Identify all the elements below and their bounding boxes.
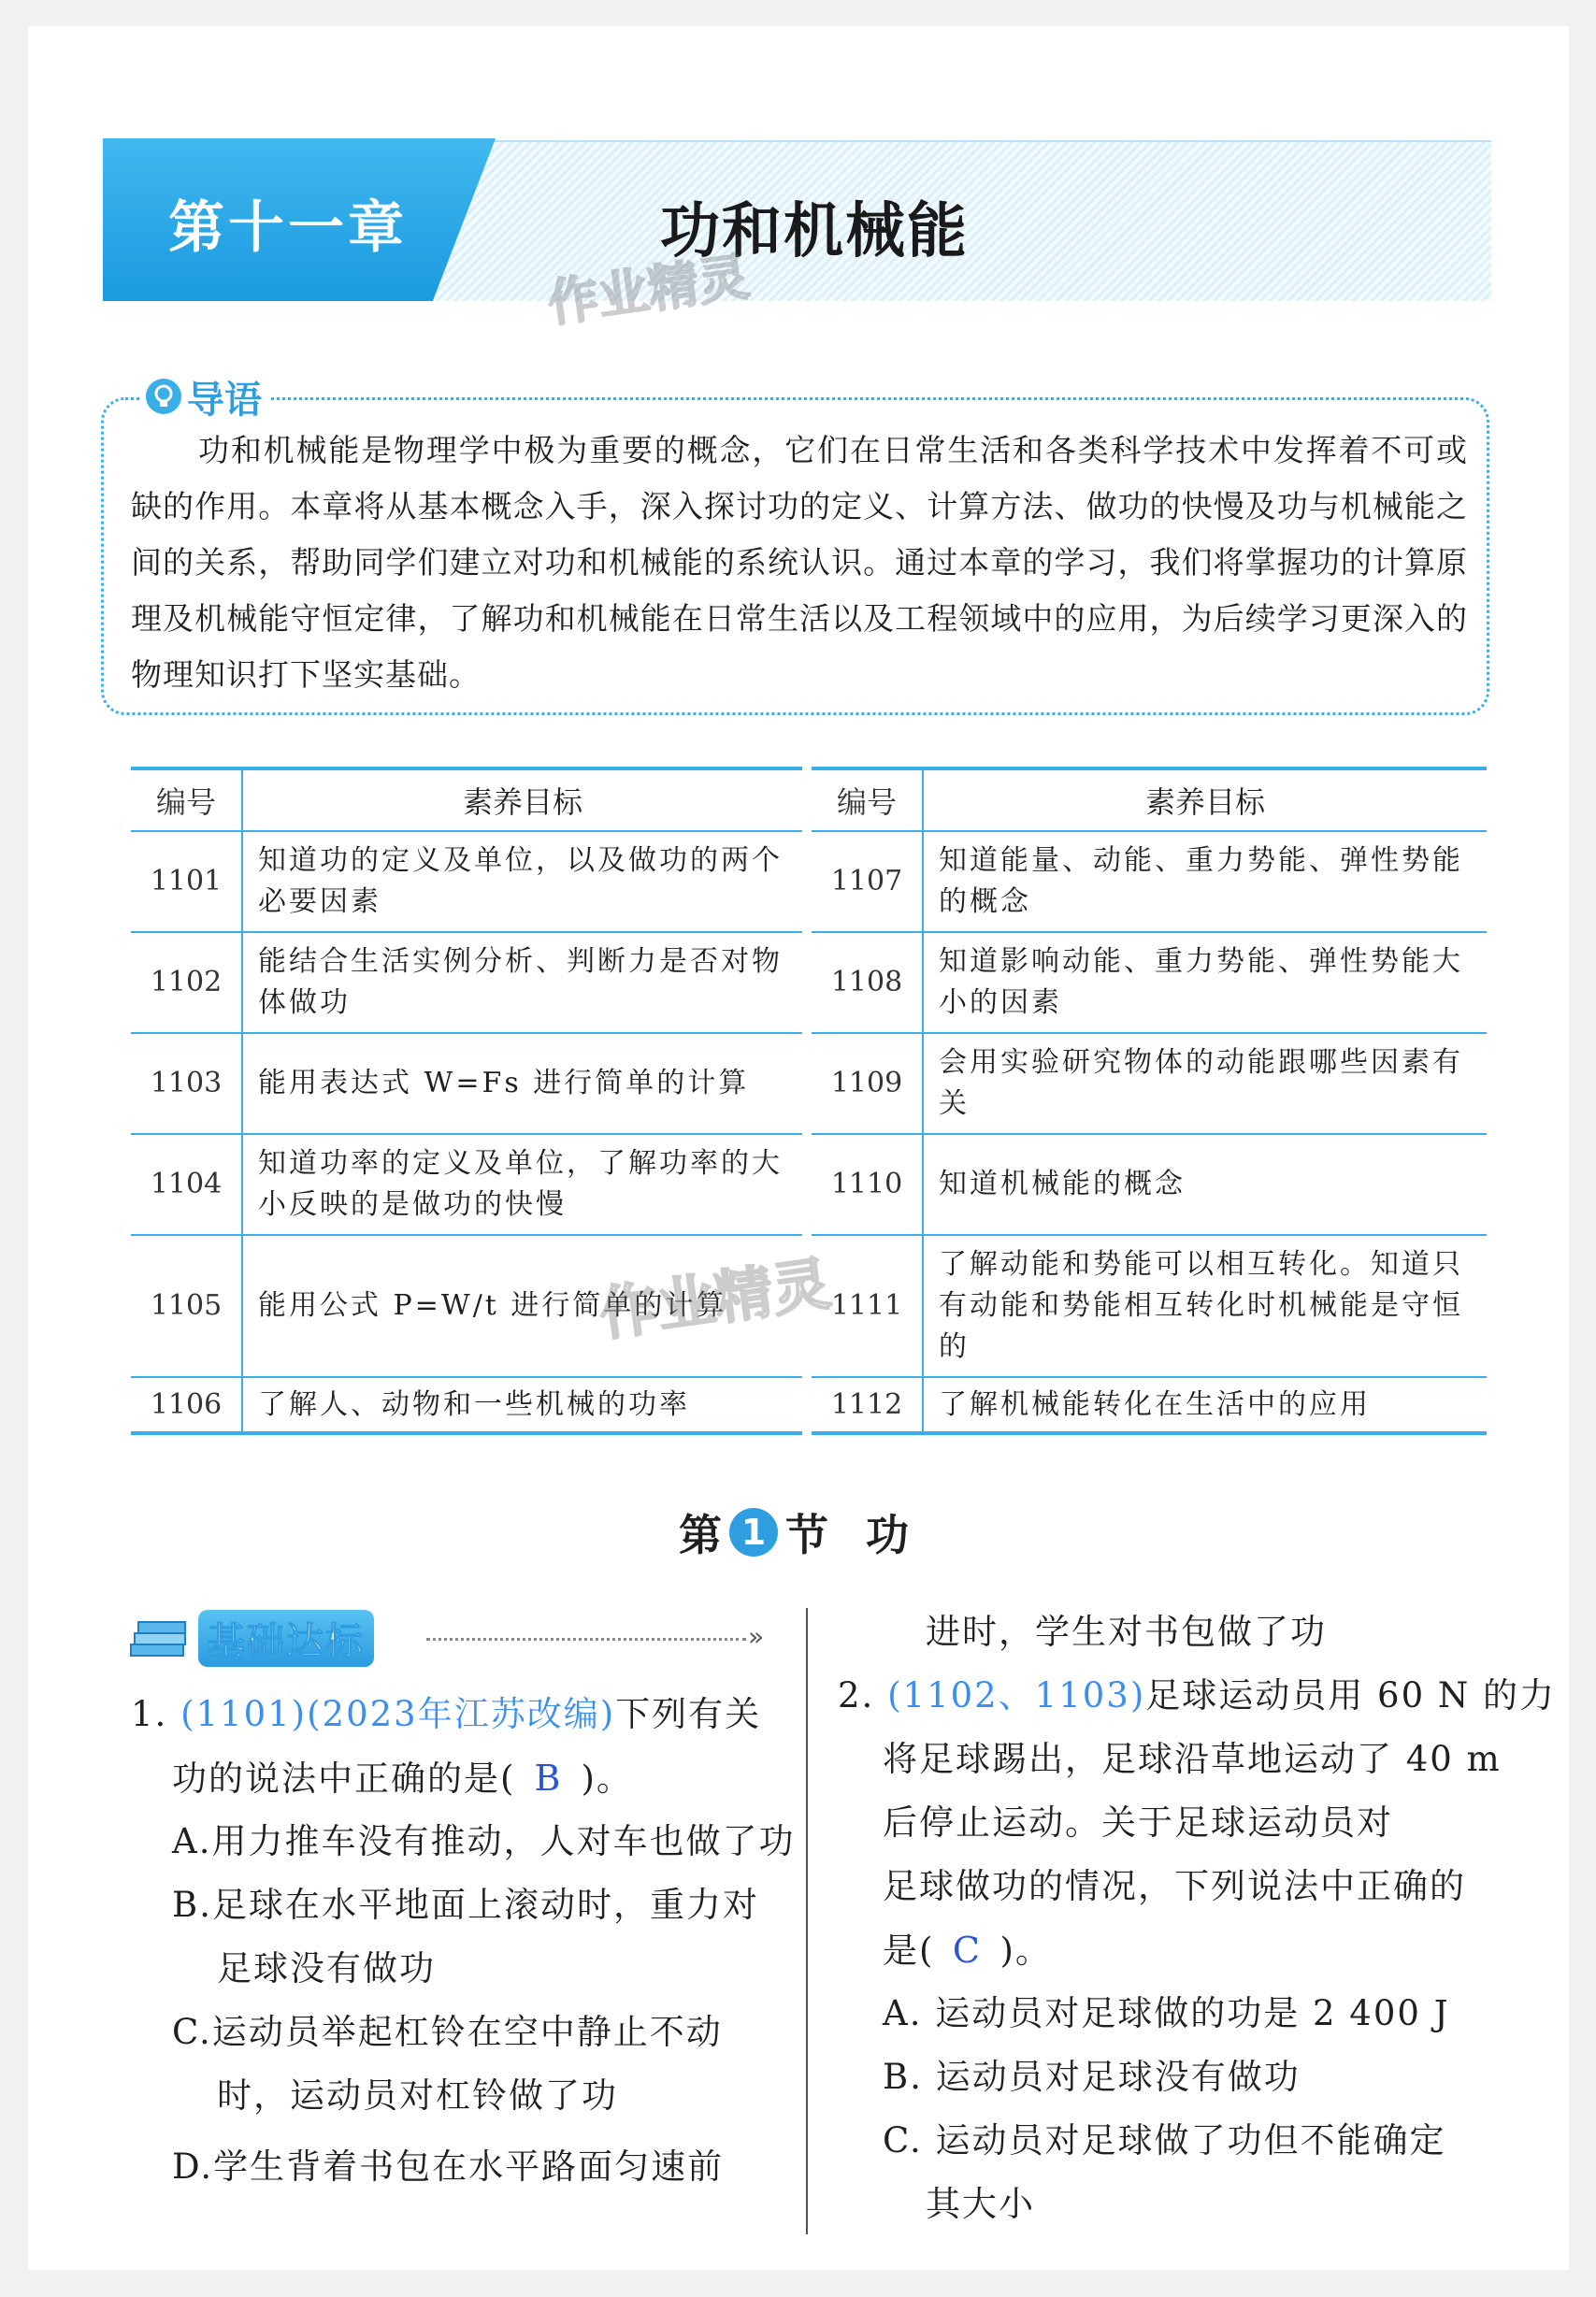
- table-row: [131, 831, 802, 932]
- row-code: 1112: [812, 1377, 923, 1433]
- question-tags: (1101)(2023年江苏改编): [180, 1694, 616, 1734]
- column-divider: [806, 1608, 808, 2234]
- section-prefix: 第: [679, 1510, 722, 1560]
- option-c-cont: 其大小: [926, 2184, 1035, 2224]
- section-title: [679, 1501, 909, 1563]
- header-goal: 素养目标: [923, 768, 1487, 831]
- row-goal: 知道机械能的概念: [923, 1134, 1487, 1235]
- books-icon: [127, 1616, 191, 1661]
- row-code: 1103: [131, 1033, 242, 1134]
- row-goal: 能用表达式 W=Fs 进行简单的计算: [242, 1033, 802, 1134]
- row-code: 1107: [812, 831, 923, 932]
- option-b-cont: 足球没有做功: [217, 1948, 436, 1988]
- watermark: 作业精灵: [544, 247, 753, 334]
- row-goal: 能结合生活实例分析、判断力是否对物体做功: [242, 932, 802, 1033]
- basic-practice-label: 基础达标: [198, 1610, 374, 1667]
- chapter-number: 第十一章: [168, 195, 408, 261]
- table-row: [812, 1377, 1487, 1433]
- intro-heading: [140, 370, 271, 423]
- intro-heading-label: 导语: [187, 378, 262, 422]
- question-stem: )。: [581, 1759, 633, 1799]
- question-stem: 将足球踢出，足球沿草地运动了 40 m: [883, 1739, 1502, 1779]
- table-row: [131, 1134, 802, 1235]
- answer-mark: C: [952, 1930, 982, 1971]
- double-chevron-icon: »: [748, 1621, 765, 1652]
- row-goal: 知道能量、动能、重力势能、弹性势能的概念: [923, 831, 1487, 932]
- section-name: 功: [866, 1510, 909, 1560]
- row-code: 1109: [812, 1033, 923, 1134]
- option-d: D.学生背着书包在水平路面匀速前: [172, 2146, 725, 2187]
- row-code: 1108: [812, 932, 923, 1033]
- row-goal: 知道影响动能、重力势能、弹性势能大小的因素: [923, 932, 1487, 1033]
- question-stem: 功的说法中正确的是(: [172, 1759, 516, 1799]
- header-code: 编号: [131, 768, 242, 831]
- question-tags: (1102、1103): [887, 1675, 1146, 1716]
- row-goal: 了解机械能转化在生活中的应用: [923, 1377, 1487, 1433]
- question-1-line-1: [131, 1683, 761, 1746]
- row-code: 1110: [812, 1134, 923, 1235]
- row-goal: 知道功率的定义及单位，了解功率的大小反映的是做功的快慢: [242, 1134, 802, 1235]
- question-stem: )。: [999, 1931, 1052, 1971]
- row-code: 1106: [131, 1377, 242, 1433]
- table-row: [131, 1377, 802, 1433]
- option-b: B.足球在水平地面上滚动时，重力对: [172, 1885, 759, 1925]
- option-a: A.用力推车没有推动，人对车也做了功: [172, 1821, 796, 1861]
- table-row: [812, 932, 1487, 1033]
- question-number: 2.: [838, 1675, 875, 1716]
- row-code: 1101: [131, 831, 242, 932]
- row-goal: 会用实验研究物体的动能跟哪些因素有关: [923, 1033, 1487, 1134]
- basic-practice-tag: [127, 1610, 374, 1667]
- chapter-title: 功和机械能: [660, 197, 969, 266]
- row-code: 1105: [131, 1235, 242, 1377]
- section-suffix: 节: [785, 1510, 828, 1560]
- header-code: 编号: [812, 768, 923, 831]
- row-goal: 了解动能和势能可以相互转化。知道只有动能和势能相互转化时机械能是守恒的: [923, 1235, 1487, 1377]
- table-row: [131, 1033, 802, 1134]
- row-goal: 知道功的定义及单位，以及做功的两个必要因素: [242, 831, 802, 932]
- question-stem: 足球做功的情况，下列说法中正确的: [883, 1866, 1466, 1906]
- intro-text: 功和机械能是物理学中极为重要的概念，它们在日常生活和各类科学技术中发挥着不可或缺的作用。本章将从基本概念入手，深入探讨功的定义、计算方法、做功的快慢及功与机械能之间的关系，帮助同学们建立对功和机械能的系统认识。通过本章的学习，我们将掌握功的计算原理及机械能守恒定律，了解功和机械能在日常生活以及工程领域中的应用，为后续学习更深入的物理知识打下坚实基础。: [131, 432, 1468, 693]
- row-code: 1104: [131, 1134, 242, 1235]
- question-2-line-5: [883, 1918, 1052, 1983]
- row-code: 1102: [131, 932, 242, 1033]
- question-stem: 足球运动员用 60 N 的力: [1145, 1675, 1557, 1716]
- table-row: [812, 1235, 1487, 1377]
- row-code: 1111: [812, 1235, 923, 1377]
- option-c: C.运动员举起杠铃在空中静止不动: [172, 2012, 723, 2052]
- row-goal: 能用公式 P=W/t 进行简单的计算: [242, 1235, 802, 1377]
- objectives-table-right: [812, 767, 1487, 1435]
- section-number-badge: 1: [729, 1508, 778, 1557]
- row-goal: 了解人、动物和一些机械的功率: [242, 1377, 802, 1433]
- option-c-cont: 时，运动员对杠铃做了功: [217, 2075, 618, 2116]
- table-row: [131, 932, 802, 1033]
- question-stem: 后停止运动。关于足球运动员对: [883, 1802, 1393, 1843]
- option-c: C. 运动员对足球做了功但不能确定: [883, 2120, 1446, 2161]
- question-number: 1.: [131, 1694, 168, 1734]
- table-row: [812, 1033, 1487, 1134]
- dotted-rule: [426, 1638, 746, 1641]
- question-2-line-1: [838, 1664, 1556, 1728]
- lightbulb-icon: [146, 379, 181, 414]
- question-1-line-2: [172, 1746, 633, 1811]
- option-d-cont: 进时，学生对书包做了功: [926, 1612, 1327, 1652]
- table-row: [812, 831, 1487, 932]
- header-goal: 素养目标: [242, 768, 802, 831]
- option-a: A. 运动员对足球做的功是 2 400 J: [883, 1993, 1450, 2033]
- question-stem: 是(: [883, 1931, 935, 1971]
- option-b: B. 运动员对足球没有做功: [883, 2057, 1301, 2097]
- answer-mark: B: [534, 1758, 563, 1799]
- watermark: 作业精灵: [595, 1249, 835, 1349]
- question-stem: 下列有关: [615, 1694, 762, 1734]
- table-row: [812, 1134, 1487, 1235]
